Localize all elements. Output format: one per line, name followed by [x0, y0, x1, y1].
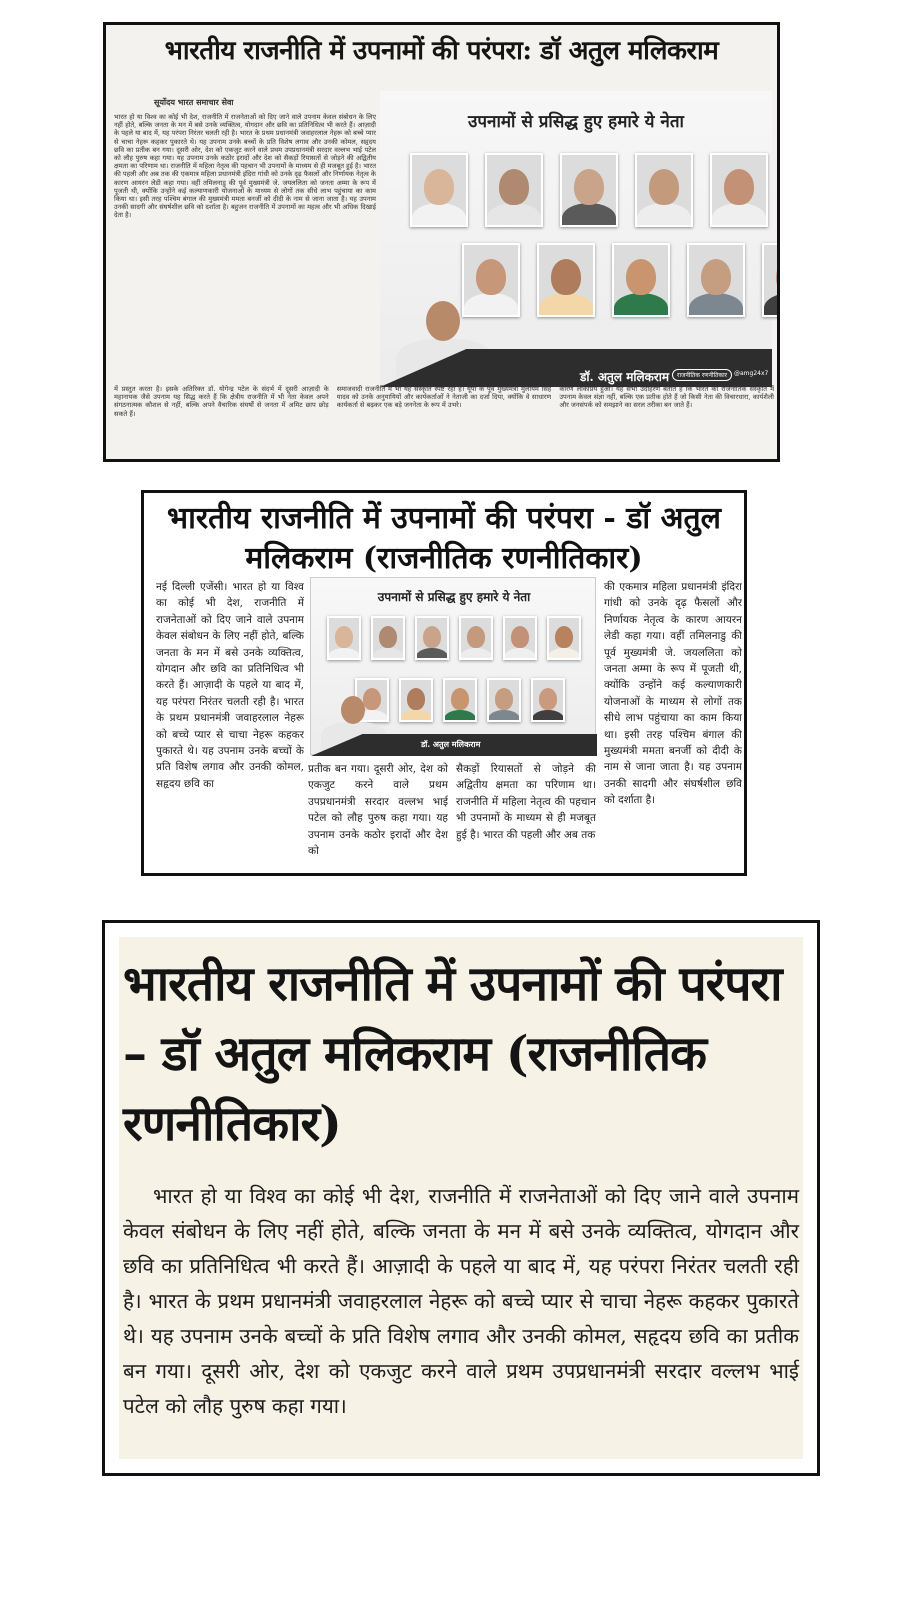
clipping-2-leaders-graphic	[310, 577, 596, 755]
leader-portrait	[443, 678, 477, 722]
leader-portrait	[612, 243, 670, 317]
leader-portrait	[327, 616, 361, 660]
leader-portrait	[415, 616, 449, 660]
bottom-column: में प्रस्तुत करता है। इसके अतिरिक्त डॉ. योगेन्द्र पटेल के संदर्भ में दूसरी आज़ादी के महानायक जैसे उपनाम यह सिद्ध करते हैं कि क्षेत्रीय राजनीति में भी नेता केवल अपने संगठनात्मक कौशल से नहीं, बल्कि अपने वैचारिक संघर्षों से जनता में अमिट छाप छोड़ सकते हैं।	[114, 385, 329, 418]
leader-portrait	[485, 153, 543, 227]
clipping-2-headline: भारतीय राजनीति में उपनामों की परंपरा - डॉ अतुल मलिकराम (राजनीतिक रणनीतिकार)	[167, 501, 721, 576]
banner-social-handle: @amg24x7	[734, 370, 769, 377]
newspaper-clipping-1	[103, 22, 780, 462]
leader-portrait	[687, 243, 745, 317]
clipping-1-bottom-columns	[114, 385, 774, 459]
leader-portrait	[410, 153, 468, 227]
leader-portrait	[399, 678, 433, 722]
article-column: सैकड़ों रियासतों से जोड़ने की अद्वितीय क्षमता का परिणाम था। राजनीति में महिला नेतृत्व की पहचान भी उपनामों के माध्यम से ही मजबूत हुई है। भारत की पहली और अब तक	[456, 763, 596, 841]
article-column: की एकमात्र महिला प्रधानमंत्री इंदिरा गांधी को उनके दृढ़ फैसलों और निर्णायक नेतृत्व के कारण आयरन लेडी कहा गया। वहीं तमिलनाडु की पूर्व मुख्यमंत्री जे. जयललिता को जनता अम्मा के रूप में पूजती थी, क्योंकि उन्होंने कई कल्याणकारी योजनाओं के माध्यम से लोगों तक सीधे लाभ पहुंचाया का काम किया था। इसी तरह पश्चिम बंगाल की मुख्यमंत्री ममता बनर्जी को दीदी के नाम से जाना जाता है। यह उपनाम उनकी सादगी और संघर्षशील छवि को दर्शाता है।	[604, 581, 742, 807]
clipping-1-leaders-graphic	[380, 91, 772, 387]
leader-portrait	[503, 616, 537, 660]
clipping-2-graphic-title: उपनामों से प्रसिद्ध हुए हमारे ये नेता	[377, 590, 531, 604]
clipping-1-left-column: भारत हो या विश्व का कोई भी देश, राजनीति में राजनेताओं को दिए जाने वाले उपनाम केवल संबोधन के लिए नहीं होते, बल्कि जनता के मन में बसे उनके व्यक्तित्व, योगदान और छवि का प्रतिनिधित्व भी करते हैं। आज़ादी के पहले या बाद में, यह परंपरा निरंतर चलती रही है। भारत के प्रथम प्रधानमंत्री जवाहरलाल नेहरू को बच्चे प्यार से चाचा नेहरू कहकर पुकारते थे। यह उपनाम उनके बच्चों के प्रति विशेष लगाव और उनकी कोमल, सहृदय छवि का प्रतीक बन गया। दूसरी ओर, देश को एकजुट करने वाले प्रथम उपप्रधानमंत्री सरदार वल्लभ भाई पटेल को लौह पुरुष कहा गया। यह उपनाम उनके कठोर इरादों और देश को सैकड़ों रियासतों से जोड़ने की अद्वितीय क्षमता का परिणाम था। राजनीति में महिला नेतृत्व की पहचान भी उपनामों के माध्यम से ही मजबूत हुई है। भारत की पहली और अब तक की एकमात्र महिला प्रधानमंत्री इंदिरा गांधी को उनके दृढ़ फैसलों और निर्णायक नेतृत्व के कारण आयरन लेडी कहा गया। वहीं तमिलनाडु की पूर्व मुख्यमंत्री जे. जयललिता को जनता अम्मा के रूप में पूजती थी, क्योंकि उन्होंने कई कल्याणकारी योजनाओं के माध्यम से लोगों तक सीधे लाभ पहुंचाया का काम किया था। इसी तरह पश्चिम बंगाल की मुख्यमंत्री ममता बनर्जी को दीदी के नाम से जाना जाता है। यह उपनाम उनकी सादगी और संघर्षशील छवि को दर्शाता है। बहुजन राजनीति में उपनामों का महत्व और भी अधिक दिखाई देता है।	[114, 113, 376, 220]
bottom-column: समाजवादी राजनीति में भी यह संस्कृति स्पष्ट रही है। यूपी के पूर्व मुख्यमंत्री मुलायम सिंह यादव को उनके अनुयायियों और कार्यकर्ताओं ने नेताजी का दर्जा दिया, क्योंकि वे साधारण कार्यकर्ता से बढ़कर एक बड़े जननेता के रूप में उभरे।	[336, 385, 552, 410]
leader-portrait	[560, 153, 618, 227]
clipping-3-body: भारत हो या विश्व का कोई भी देश, राजनीति में राजनेताओं को दिए जाने वाले उपनाम केवल संबोधन के लिए नहीं होते, बल्कि जनता के मन में बसे उनके व्यक्तित्व, योगदान और छवि का प्रतिनिधित्व भी करते हैं। आज़ादी के पहले या बाद में, यह परंपरा निरंतर चलती रही है। भारत के प्रथम प्रधानमंत्री जवाहरलाल नेहरू को बच्चे प्यार से चाचा नेहरू कहकर पुकारते थे। यह उपनाम उनके बच्चों के प्रति विशेष लगाव और उनकी कोमल, सहृदय छवि का प्रतीक बन गया। दूसरी ओर, देश को एकजुट करने वाले प्रथम उपप्रधानमंत्री सरदार वल्लभ भाई पटेल को लौह पुरुष कहा गया।	[123, 1184, 799, 1418]
clipping-1-headline: भारतीय राजनीति में उपनामों की परंपरा: डॉ अतुल मलिकराम	[164, 36, 719, 66]
leader-portrait	[459, 616, 493, 660]
leader-portrait	[547, 616, 581, 660]
bottom-column: कारण लोकप्रिय हुआ। यह सभी उदाहरण बताते हैं कि भारत की राजनीतिक संस्कृति में उपनाम केवल संज्ञा नहीं, बल्कि एक प्रतीक होते हैं जो किसी नेता की विचारधारा, कार्यशैली और जनसंपर्क को समझाने का सरल तरीका बन जाते हैं।	[559, 385, 775, 410]
article-column: नई दिल्ली एजेंसी। भारत हो या विश्व का कोई भी देश, राजनीति में राजनेताओं को दिए जाने वाले उपनाम केवल संबोधन के लिए नहीं होते, बल्कि जनता के मन में बसे उनके व्यक्तित्व, योगदान और छवि का प्रतिनिधित्व भी करते हैं। आज़ादी के पहले या बाद में, यह परंपरा निरंतर चलती रही है। भारत के प्रथम प्रधानमंत्री जवाहरलाल नेहरू को बच्चे प्यार से चाचा नेहरू कहकर पुकारते थे। यह उपनाम उनके बच्चों के प्रति विशेष लगाव और उनकी कोमल, सहृदय छवि का	[156, 581, 304, 790]
article-column: प्रतीक बन गया। दूसरी ओर, देश को एकजुट करने वाले प्रथम उपप्रधानमंत्री सरदार वल्लभ भाई पटेल को लौह पुरुष कहा गया। यह उपनाम उनके कठोर इरादों और देश को	[308, 763, 448, 858]
leader-portrait	[635, 153, 693, 227]
leader-portrait	[710, 153, 768, 227]
newspaper-clipping-2	[141, 490, 747, 876]
clipping-3-paper	[119, 937, 803, 1459]
banner-name: डॉ. अतुल मलिकराम	[421, 739, 481, 749]
leader-portrait	[487, 678, 521, 722]
leader-portrait	[371, 616, 405, 660]
banner-name: डॉ. अतुल मलिकराम	[580, 370, 670, 384]
clipping-1-byline: सूर्योदय भारत समाचार सेवा	[154, 98, 234, 107]
clipping-1-graphic-title: उपनामों से प्रसिद्ध हुए हमारे ये नेता	[468, 112, 684, 132]
leader-portrait	[537, 243, 595, 317]
newspaper-clipping-3	[102, 920, 820, 1476]
leader-portrait	[531, 678, 565, 722]
banner-role-badge: राजनीतिक रणनीतिकार	[672, 369, 732, 381]
leader-portrait	[762, 243, 780, 317]
clipping-3-headline: भारतीय राजनीति में उपनामों की परंपरा – डॉ अतुल मलिकराम (राजनीतिक रणनीतिकार)	[123, 956, 782, 1152]
